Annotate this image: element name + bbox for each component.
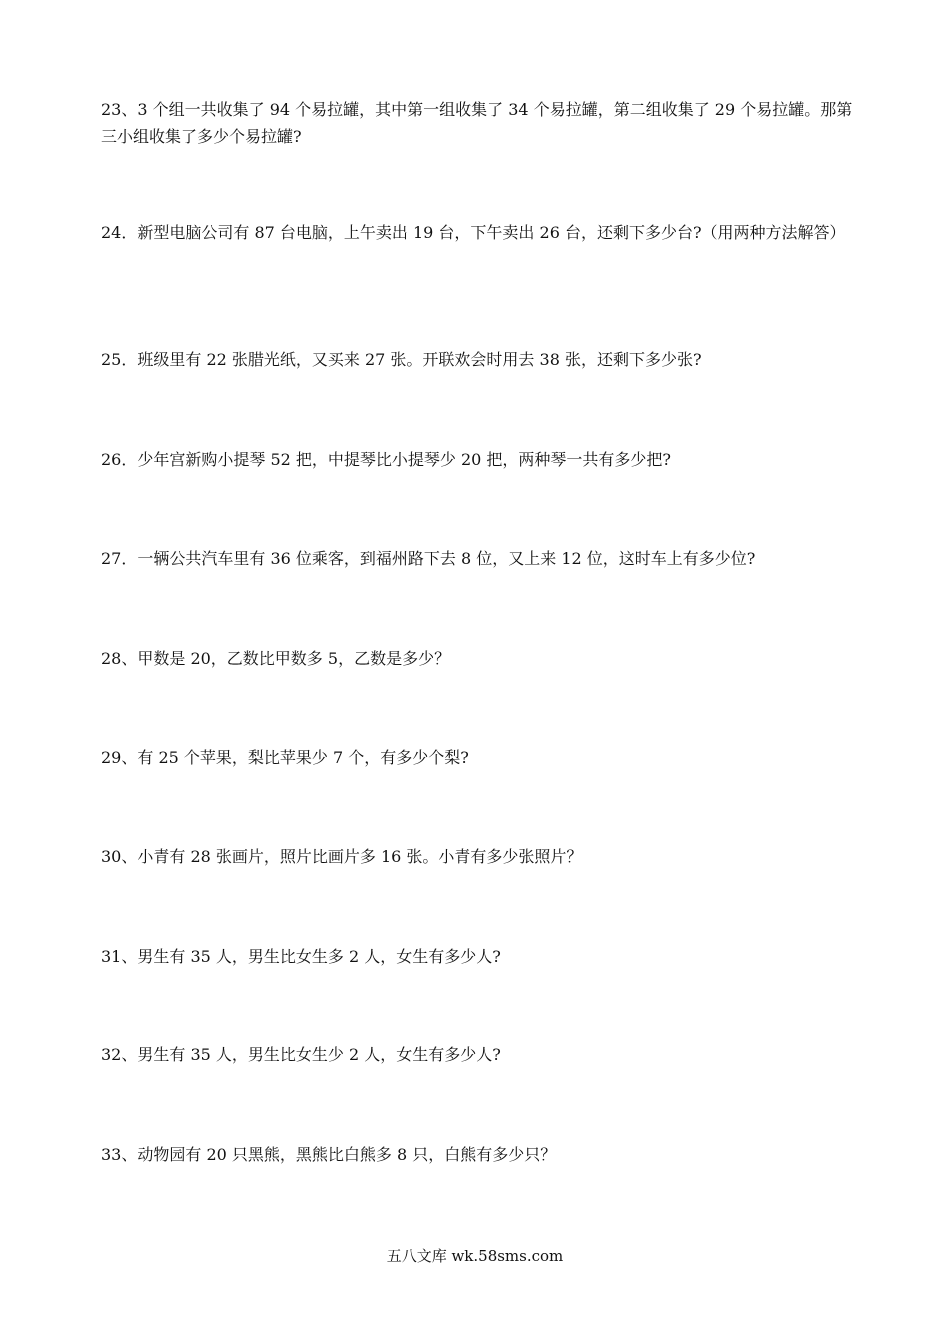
question-25: 25．班级里有 22 张腊光纸，又买来 27 张。开联欢会时用去 38 张，还剩下多少张? — [101, 350, 702, 369]
question-30: 30、小青有 28 张画片，照片比画片多 16 张。小青有多少张照片？ — [101, 847, 583, 866]
question-24: 24．新型电脑公司有 87 台电脑，上午卖出 19 台，下午卖出 26 台，还剩下多少台?（用两种方法解答） — [101, 223, 846, 242]
question-33: 33、动物园有 20 只黑熊，黑熊比白熊多 8 只，白熊有多少只？ — [101, 1145, 557, 1164]
question-28: 28、甲数是 20，乙数比甲数多 5，乙数是多少？ — [101, 649, 451, 668]
question-31: 31、男生有 35 人，男生比女生多 2 人，女生有多少人? — [101, 947, 501, 966]
question-26: 26．少年宫新购小提琴 52 把，中提琴比小提琴少 20 把，两种琴一共有多少把? — [101, 450, 672, 469]
question-29: 29、有 25 个苹果，梨比苹果少 7 个，有多少个梨? — [101, 748, 469, 767]
question-27: 27．一辆公共汽车里有 36 位乘客，到福州路下去 8 位，又上来 12 位，这时车上有多少位? — [101, 549, 756, 568]
question-23: 23、3 个组一共收集了 94 个易拉罐，其中第一组收集了 34 个易拉罐，第二组收集了 29 个易拉罐。那第三小组收集了多少个易拉罐? — [101, 100, 853, 146]
page-footer: 五八文库 wk.58sms.com — [386, 1247, 564, 1265]
question-32: 32、男生有 35 人，男生比女生少 2 人，女生有多少人? — [101, 1045, 501, 1064]
